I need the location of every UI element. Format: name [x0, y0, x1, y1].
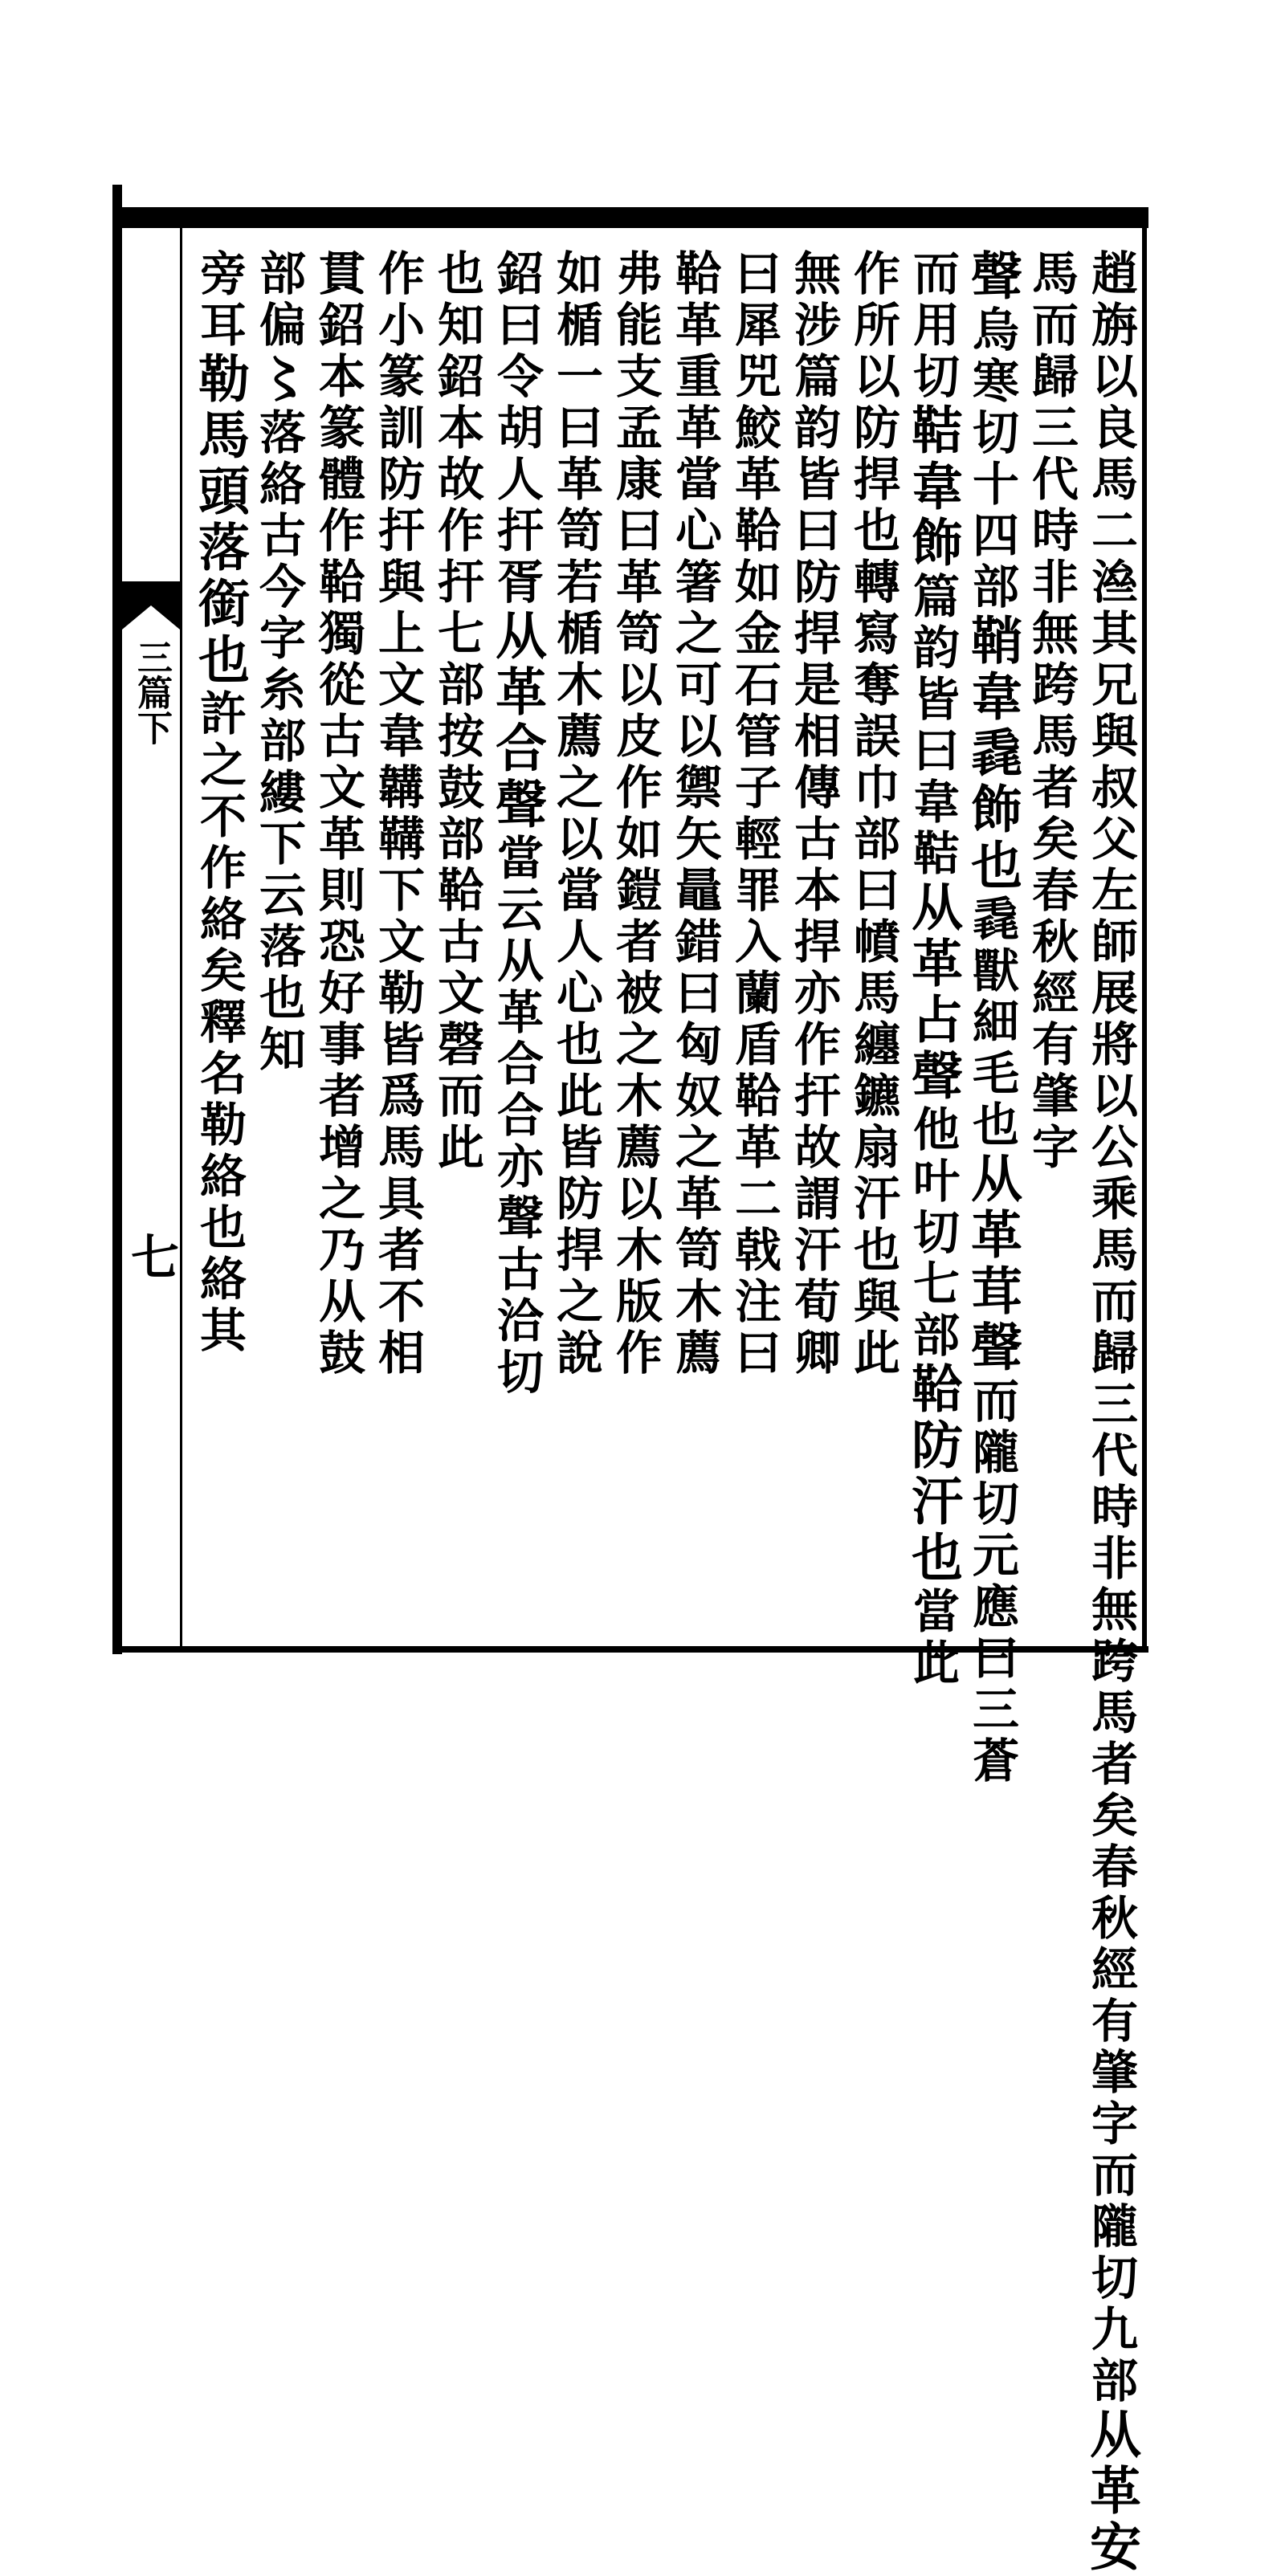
- text-column: [487, 249, 546, 1645]
- commentary-text: 無涉篇韵皆曰防捍是相傳古本捍亦作扞故謂汗荀卿: [786, 249, 841, 1380]
- text-column: [546, 249, 606, 1645]
- text-column: [368, 249, 427, 1645]
- commentary-text: 貫鉊本篆體作鞈獨從古文革則恐好事者增之乃从鼓: [311, 249, 365, 1380]
- commentary-text: 落絡古今字糸部縷下云落也知: [251, 408, 306, 1076]
- commentary-text: 而用切: [905, 249, 960, 403]
- page-gutter: [122, 228, 180, 1646]
- headword-text: 韋飾: [903, 459, 963, 572]
- text-column: [1022, 249, 1081, 1645]
- right-frame-rule: [1142, 210, 1147, 1649]
- left-frame-rule: [112, 185, 122, 1654]
- folio-number: 七: [123, 1232, 179, 1280]
- commentary-text: 當此: [905, 1587, 960, 1689]
- fish-tail-mark-icon: [122, 581, 180, 630]
- headword-text: 防汗也: [903, 1418, 963, 1587]
- headword-text: 从革合聲: [487, 609, 547, 834]
- commentary-text: 作所以防捍也轉寫奪誤巾部曰幩馬纏鑣扇汗也與此: [846, 249, 900, 1380]
- headword-text: 韋毳飾也: [962, 670, 1022, 895]
- text-column: [1081, 249, 1141, 2576]
- commentary-text: 他叶切七部: [905, 1105, 960, 1362]
- text-column: [606, 249, 665, 1645]
- text-column: [190, 249, 249, 1645]
- commentary-text: 許之不作絡矣釋名勒絡也絡其: [192, 689, 247, 1357]
- commentary-text: 如楯一曰革笥若楯木薦之以當人心也此皆防捍之說: [549, 249, 603, 1380]
- commentary-text: 當云从革合合亦聲古洽切: [489, 834, 544, 1399]
- text-column: [724, 249, 784, 1645]
- commentary-text: 也知鉊本故作扞七部按鼓部鞈古文磬而此: [430, 249, 484, 1174]
- commentary-text: 旁耳: [192, 249, 247, 352]
- headword-text: 鞊: [903, 403, 963, 459]
- commentary-text: 烏寒切十四部: [965, 305, 1019, 613]
- text-column: [784, 249, 843, 1645]
- headword-text: 从革安: [1081, 2407, 1141, 2576]
- chapter-label: 三篇下: [131, 639, 172, 745]
- text-column: [903, 249, 963, 1689]
- commentary-text: 鉊曰令胡人扞胥: [489, 249, 544, 609]
- commentary-text: 曰犀兕鮫革鞈如金石管子輕罪入蘭盾鞈革二戟注曰: [727, 249, 781, 1380]
- text-column: [308, 249, 368, 1645]
- commentary-text: 篇韵皆曰韋鞊: [905, 572, 960, 880]
- text-column: [843, 249, 903, 1645]
- text-column: [962, 249, 1022, 1787]
- commentary-text: 鞈革重革當心箸之可以禦矢鼂錯曰匈奴之革笥木薦: [667, 249, 722, 1380]
- commentary-text: 作小篆訓防扞與上文韋韝鞲下文勒皆爲馬具者不相: [370, 249, 425, 1380]
- headword-text: 〻: [249, 352, 309, 408]
- headword-text: 鞈: [903, 1362, 963, 1418]
- headword-text: 馬頭落銜也: [190, 408, 250, 689]
- text-column: [249, 249, 308, 1645]
- text-column: [427, 249, 487, 1645]
- text-column: [665, 249, 724, 1645]
- gutter-divider-rule: [180, 218, 182, 1648]
- headword-text: 从革占聲: [903, 880, 963, 1105]
- commentary-text: 毳獸細毛也: [965, 895, 1019, 1151]
- headword-text: 勒: [190, 352, 250, 408]
- headword-text: 聲: [962, 249, 1022, 305]
- text-area: [183, 233, 1141, 2576]
- headword-text: 从革茸聲: [962, 1151, 1022, 1376]
- headword-text: 鞘: [962, 613, 1022, 670]
- commentary-text: 馬而歸三代時非無跨馬者矣春秋經有肇字: [1024, 249, 1079, 1174]
- commentary-text: 趙旃以良馬二㴉其兄與叔父左師展將以公乘馬而歸三代時非無跨馬者矣春秋經有肇字而隴切九部: [1083, 249, 1138, 2407]
- top-frame-rule: [112, 207, 1148, 228]
- commentary-text: 弗能支孟康曰革笥以皮作如鎧者被之木薦以木版作: [608, 249, 663, 1380]
- commentary-text: 部偏: [251, 249, 306, 352]
- commentary-text: 而隴切元應曰三蒼: [965, 1376, 1019, 1787]
